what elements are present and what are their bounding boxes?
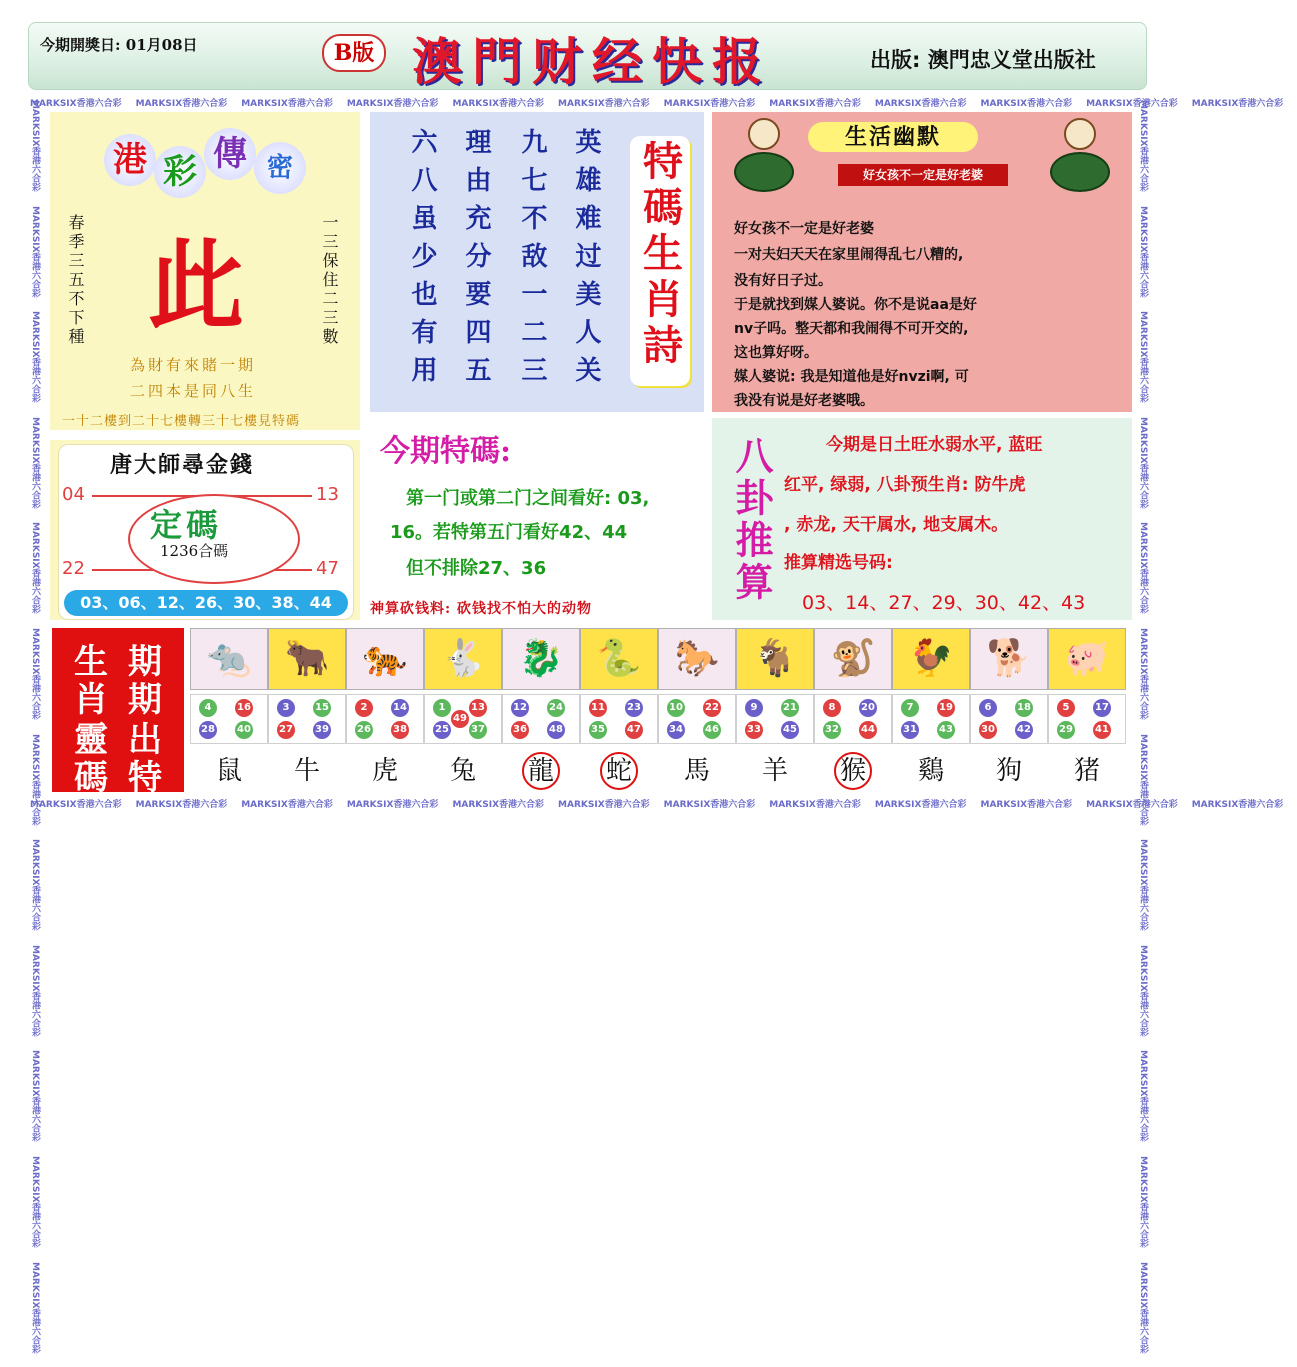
poem-title-box	[630, 136, 690, 386]
pig-icon	[1048, 628, 1126, 690]
number-ball: 40	[235, 721, 253, 739]
border-text: MARKSIX香港六合彩	[1138, 205, 1148, 298]
corner-number: 47	[316, 558, 339, 579]
border-text: MARKSIX香港六合彩	[1138, 1050, 1148, 1143]
rooster-icon	[892, 628, 970, 690]
label-char: 靈	[74, 720, 108, 760]
border-text: MARKSIX香港六合彩	[30, 628, 40, 720]
border-text: MARKSIX香港六合彩	[874, 99, 967, 109]
border-text: MARKSIX香港六合彩	[1191, 99, 1284, 109]
animal-glyph: 🐐	[752, 638, 798, 679]
border-text: MARKSIX香港六合彩	[30, 522, 40, 615]
special-title: 今期特碼:	[380, 434, 512, 469]
border-text: MARKSIX香港六合彩	[135, 800, 228, 810]
animal-glyph: 🐅	[362, 638, 408, 679]
zodiac-char: 虎	[371, 756, 398, 786]
logo-char: 傳	[204, 128, 256, 180]
tiger-icon	[346, 628, 424, 690]
zodiac-char: 狗	[995, 756, 1022, 786]
horse-icon	[658, 628, 736, 690]
border-text: MARKSIX香港六合彩	[1191, 800, 1284, 810]
border-text: MARKSIX香港六合彩	[30, 311, 40, 403]
number-ball: 18	[1015, 699, 1033, 717]
special-line-1: 第一门或第二门之间看好: 03,	[406, 488, 650, 509]
number-ball: 41	[1093, 721, 1111, 739]
number-ball: 45	[781, 721, 799, 739]
number-ball: 43	[937, 721, 955, 739]
humor-title: 生活幽默	[808, 122, 978, 152]
humor-line: 好女孩不一定是好老婆	[734, 221, 874, 237]
border-text: MARKSIX香港六合彩	[30, 99, 122, 109]
animal-glyph: 🐍	[596, 638, 642, 679]
number-cell	[970, 694, 1048, 744]
version-badge: B版	[322, 34, 386, 72]
snake-icon	[580, 628, 658, 690]
bagua-numbers: 03、14、27、29、30、42、43	[802, 592, 1086, 614]
border-text: MARKSIX香港六合彩	[558, 99, 650, 109]
logo-char: 密	[254, 142, 306, 194]
number-ball: 31	[901, 721, 919, 739]
border-text: MARKSIX香港六合彩	[1138, 944, 1148, 1037]
number-cell	[1048, 694, 1126, 744]
humor-line: nv子吗。整天都和我闹得不可开交的,	[734, 321, 969, 337]
poem-column: 理由充分要四五	[461, 128, 491, 394]
number-ball: 35	[589, 721, 607, 739]
border-strip-top	[30, 96, 1284, 109]
number-ball: 17	[1093, 699, 1111, 717]
special-line-2: 16。若特第五门看好42、44	[390, 522, 628, 543]
animal-glyph: 🐉	[518, 638, 564, 679]
border-text: MARKSIX香港六合彩	[30, 733, 40, 826]
border-text: MARKSIX香港六合彩	[30, 839, 40, 931]
animal-glyph: 🐂	[284, 638, 330, 679]
border-text: MARKSIX香港六合彩	[1086, 99, 1178, 109]
number-ball: 12	[511, 699, 529, 717]
number-ball: 30	[979, 721, 997, 739]
number-ball: 7	[901, 699, 919, 717]
fixed-numbers: 03、06、12、26、30、38、44	[64, 590, 348, 616]
border-text: MARKSIX香港六合彩	[558, 800, 650, 810]
dog-icon	[970, 628, 1048, 690]
riddle: 神算砍钱料: 砍钱找不怕大的动物	[370, 601, 593, 617]
fixed-label: 定碼	[150, 506, 223, 544]
border-text: MARKSIX香港六合彩	[452, 800, 545, 810]
border-text: MARKSIX香港六合彩	[769, 99, 861, 109]
number-ball: 1	[433, 699, 451, 717]
number-ball: 47	[625, 721, 643, 739]
money-god-icon	[1050, 118, 1110, 194]
hint-character: 此	[148, 229, 244, 342]
number-ball: 13	[469, 699, 487, 717]
number-ball: 4	[199, 699, 217, 717]
animal-glyph: 🐎	[674, 638, 720, 679]
number-ball: 24	[547, 699, 565, 717]
goat-icon	[736, 628, 814, 690]
number-ball: 22	[703, 699, 721, 717]
logo-char: 港	[104, 134, 156, 186]
number-ball: 11	[589, 699, 607, 717]
circle-mark	[522, 752, 560, 790]
animal-glyph: 🐓	[908, 638, 954, 679]
number-cell	[346, 694, 424, 744]
number-cell	[580, 694, 658, 744]
number-ball: 10	[667, 699, 685, 717]
number-cell	[268, 694, 346, 744]
animal-glyph: 🐒	[830, 638, 876, 679]
bagua-line: 推算精选号码:	[784, 553, 893, 573]
border-text: MARKSIX香港六合彩	[1086, 800, 1178, 810]
number-cell	[736, 694, 814, 744]
animal-glyph: 🐖	[1064, 638, 1110, 679]
zodiac-char: 牛	[293, 756, 320, 786]
number-ball: 48	[547, 721, 565, 739]
border-strip-right	[1138, 100, 1150, 1354]
number-ball: 44	[859, 721, 877, 739]
draw-date: 今期開獎日: 01月08日	[40, 36, 198, 54]
number-ball: 3	[277, 699, 295, 717]
bagua-title: 八卦推算	[729, 436, 774, 604]
zodiac-char: 鼠	[215, 756, 242, 786]
poem-column: 九七不敌一二三	[517, 128, 547, 394]
paper-title: 澳門财经快报	[412, 32, 772, 91]
zodiac-char: 猴	[839, 756, 866, 786]
floor-hint: 一十二樓到二十七樓轉三十七樓見特碼	[62, 414, 301, 429]
number-cell	[814, 694, 892, 744]
animal-glyph: 🐀	[206, 638, 252, 679]
zodiac-char: 鷄	[917, 756, 944, 786]
number-ball: 6	[979, 699, 997, 717]
border-text: MARKSIX香港六合彩	[1138, 100, 1148, 192]
number-ball: 5	[1057, 699, 1075, 717]
corner-number: 13	[316, 484, 339, 505]
border-text: MARKSIX香港六合彩	[241, 99, 333, 109]
border-text: MARKSIX香港六合彩	[1138, 1156, 1148, 1248]
number-ball: 28	[199, 721, 217, 739]
table-label-block	[52, 628, 184, 798]
label-char: 碼	[74, 758, 108, 798]
label-char: 出	[128, 720, 162, 760]
number-ball: 37	[469, 721, 487, 739]
border-text: MARKSIX香港六合彩	[1138, 522, 1148, 615]
number-cell	[658, 694, 736, 744]
number-ball: 27	[277, 721, 295, 739]
verse-line-1: 為財有來賭一期	[130, 356, 257, 374]
border-text: MARKSIX香港六合彩	[30, 1050, 40, 1143]
border-text: MARKSIX香港六合彩	[30, 100, 40, 192]
ox-icon	[268, 628, 346, 690]
special-line-3: 但不排除27、36	[406, 558, 547, 579]
border-text: MARKSIX香港六合彩	[30, 1156, 40, 1248]
logo-char: 彩	[154, 146, 206, 198]
number-ball: 29	[1057, 721, 1075, 739]
publisher: 出版: 澳門忠义堂出版社	[870, 48, 1096, 72]
number-ball: 8	[823, 699, 841, 717]
border-text: MARKSIX香港六合彩	[874, 800, 967, 810]
humor-line: 于是就找到媒人婆说。你不是说aa是好	[734, 297, 977, 313]
border-text: MARKSIX香港六合彩	[1138, 311, 1148, 403]
humor-subtitle: 好女孩不一定是好老婆	[838, 164, 1008, 186]
humor-line: 一对夫妇天天在家里闹得乱七八糟的,	[734, 247, 964, 263]
humor-line: 这也算好呀。	[734, 345, 818, 361]
border-strip-bottom	[30, 797, 1284, 810]
number-ball: 36	[511, 721, 529, 739]
number-ball: 49	[451, 710, 469, 728]
right-verse: 一三保住二三數	[320, 214, 339, 347]
poem-column: 英雄难过美人关	[571, 128, 601, 394]
border-text: MARKSIX香港六合彩	[30, 800, 122, 810]
money-god-icon	[734, 118, 794, 194]
bagua-line: , 赤龙, 天干属水, 地支属木。	[784, 515, 1009, 535]
border-text: MARKSIX香港六合彩	[346, 800, 439, 810]
border-text: MARKSIX香港六合彩	[452, 99, 545, 109]
animal-glyph: 🐕	[986, 638, 1032, 679]
number-ball: 20	[859, 699, 877, 717]
number-ball: 42	[1015, 721, 1033, 739]
number-ball: 14	[391, 699, 409, 717]
border-text: MARKSIX香港六合彩	[769, 800, 861, 810]
border-text: MARKSIX香港六合彩	[663, 800, 756, 810]
monkey-icon	[814, 628, 892, 690]
border-text: MARKSIX香港六合彩	[1138, 733, 1148, 826]
humor-line: 我没有说是好老婆哦。	[734, 393, 874, 409]
verse-line-2: 二四本是同八生	[130, 382, 257, 400]
border-text: MARKSIX香港六合彩	[346, 99, 439, 109]
border-strip-left	[30, 100, 42, 1354]
left-verse: 春季三五不下種	[66, 214, 85, 347]
border-text: MARKSIX香港六合彩	[30, 416, 40, 509]
humor-line: 没有好日子过。	[734, 273, 832, 289]
animal-glyph: 🐇	[440, 638, 486, 679]
label-char: 肖	[74, 680, 108, 720]
number-ball: 39	[313, 721, 331, 739]
number-cell	[502, 694, 580, 744]
number-ball: 32	[823, 721, 841, 739]
circle-mark	[834, 752, 872, 790]
border-text: MARKSIX香港六合彩	[980, 99, 1073, 109]
border-text: MARKSIX香港六合彩	[30, 205, 40, 298]
number-ball: 19	[937, 699, 955, 717]
label-char: 期	[128, 642, 162, 682]
border-text: MARKSIX香港六合彩	[1138, 628, 1148, 720]
master-title: 唐大師尋金錢	[110, 452, 255, 478]
number-ball: 16	[235, 699, 253, 717]
number-cell	[190, 694, 268, 744]
border-text: MARKSIX香港六合彩	[135, 99, 228, 109]
zodiac-char: 兔	[449, 756, 476, 786]
number-ball: 38	[391, 721, 409, 739]
number-cell	[424, 694, 502, 744]
zodiac-char: 龍	[527, 756, 554, 786]
border-text: MARKSIX香港六合彩	[241, 800, 333, 810]
circle-mark	[600, 752, 638, 790]
number-ball: 26	[355, 721, 373, 739]
number-ball: 15	[313, 699, 331, 717]
zodiac-char: 猪	[1073, 756, 1100, 786]
corner-number: 04	[62, 484, 85, 505]
label-char: 特	[128, 758, 162, 798]
logo	[104, 128, 314, 192]
zodiac-char: 羊	[761, 756, 788, 786]
combo-label: 1236合碼	[160, 542, 229, 560]
poem-title: 特碼生肖詩	[636, 140, 684, 370]
border-text: MARKSIX香港六合彩	[1138, 416, 1148, 509]
humor-line: 媒人婆说: 我是知道他是好nvzi啊, 可	[734, 369, 969, 385]
poem-column: 六八虽少也有用	[407, 128, 437, 394]
rabbit-icon	[424, 628, 502, 690]
border-text: MARKSIX香港六合彩	[1138, 1261, 1148, 1354]
dragon-icon	[502, 628, 580, 690]
number-ball: 9	[745, 699, 763, 717]
bagua-line: 今期是日土旺水弱水平, 蓝旺	[826, 435, 1043, 455]
number-ball: 2	[355, 699, 373, 717]
zodiac-char: 馬	[683, 756, 710, 786]
corner-number: 22	[62, 558, 85, 579]
number-ball: 33	[745, 721, 763, 739]
border-text: MARKSIX香港六合彩	[663, 99, 756, 109]
number-ball: 46	[703, 721, 721, 739]
border-text: MARKSIX香港六合彩	[30, 944, 40, 1037]
zodiac-char: 蛇	[605, 756, 632, 786]
border-text: MARKSIX香港六合彩	[1138, 839, 1148, 931]
label-char: 期	[128, 680, 162, 720]
number-ball: 21	[781, 699, 799, 717]
number-cell	[892, 694, 970, 744]
number-ball: 34	[667, 721, 685, 739]
number-ball: 23	[625, 699, 643, 717]
border-text: MARKSIX香港六合彩	[30, 1261, 40, 1354]
rat-icon	[190, 628, 268, 690]
label-char: 生	[74, 642, 108, 682]
number-ball: 25	[433, 721, 451, 739]
bagua-line: 红平, 绿弱, 八卦预生肖: 防牛虎	[784, 475, 1026, 495]
border-text: MARKSIX香港六合彩	[980, 800, 1073, 810]
